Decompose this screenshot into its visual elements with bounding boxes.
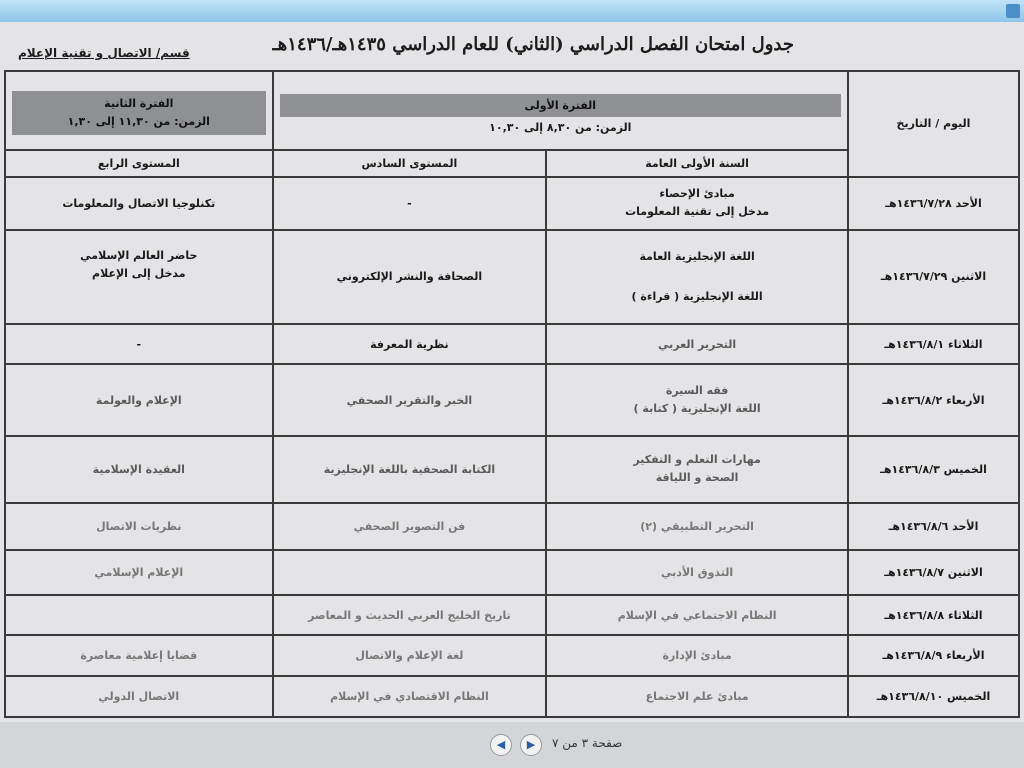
row-date: الأربعاء ١٤٣٦/٨/٩هـ [848,635,1019,676]
level-four-header: المستوى الرابع [5,150,273,176]
row-date: الأحد ١٤٣٦/٧/٢٨هـ [848,177,1019,230]
row-date: الثلاثاء ١٤٣٦/٨/١هـ [848,324,1019,365]
course-name: فقه السيرة [665,384,729,398]
row-general-cell: التحرير العربي [546,324,848,365]
window-control-icon[interactable] [1006,4,1020,18]
row-general-cell: مبادئ علم الاجتماع [546,676,848,717]
table-row [5,364,1019,435]
row-date: الاثنين ١٤٣٦/٨/٧هـ [848,550,1019,595]
table-row [5,550,1019,595]
row-level4-cell: العقيدة الإسلامية [5,436,273,503]
row-level6-cell [273,550,547,595]
row-level6-cell: الخبر والتقرير الصحفي [273,364,547,435]
row-date: الاثنين ١٤٣٦/٧/٢٩هـ [848,230,1019,324]
course-name: مهارات التعلم و التفكير [633,453,761,467]
row-date: الثلاثاء ١٤٣٦/٨/٨هـ [848,595,1019,636]
period2-box [12,91,266,135]
period2-time: الزمن: من ١١,٣٠ إلى ١,٣٠ [67,114,210,128]
next-page-button[interactable] [520,734,542,756]
table-row [5,635,1019,676]
document-page [0,22,1024,722]
triangle-left-icon: ◀ [496,738,506,751]
row-date: الخميس ١٤٣٦/٨/١٠هـ [848,676,1019,717]
row-general-cell [546,364,848,435]
level-general-header: السنة الأولى العامة [546,150,848,176]
row-level4-cell [5,230,273,324]
period1-time: الزمن: من ٨,٣٠ إلى ١٠,٣٠ [489,120,632,134]
row-date: الأحد ١٤٣٦/٨/٦هـ [848,503,1019,550]
table-row [5,595,1019,636]
period2-header [5,71,273,150]
row-date: الخميس ١٤٣٦/٨/٣هـ [848,436,1019,503]
row-level4-cell: نظريات الاتصال [5,503,273,550]
course-name: اللغة الإنجليزية ( كتابة ) [633,402,761,416]
row-level6-cell: النظام الاقتصادي في الإسلام [273,676,547,717]
course-name: اللغة الإنجليزية العامة [639,249,755,263]
row-general-cell: النظام الاجتماعي في الإسلام [546,595,848,636]
row-general-cell: التحرير التطبيقي (٢) [546,503,848,550]
row-general-cell [546,230,848,324]
row-level6-cell: نظرية المعرفة [273,324,547,365]
row-level6-cell: - [273,177,547,230]
course-name: مدخل إلى تقنية المعلومات [625,205,770,219]
row-level4-cell: - [5,324,273,365]
prev-page-button[interactable] [490,734,512,756]
table-row [5,436,1019,503]
row-general-cell: مبادئ الإدارة [546,635,848,676]
row-level4-cell: الإعلام والعولمة [5,364,273,435]
table-row [5,676,1019,717]
row-level6-cell: تاريخ الخليج العربي الحديث و المعاصر [273,595,547,636]
row-level6-cell: الصحافة والنشر الإلكتروني [273,230,547,324]
document-title: جدول امتحان الفصل الدراسي (الثاني) للعام الدراسي ١٤٣٥هـ/١٤٣٦هـ [272,34,794,55]
pager-bar [0,722,1024,768]
table-row [5,324,1019,365]
row-general-cell [546,436,848,503]
table-row [5,503,1019,550]
triangle-right-icon: ▶ [526,738,536,751]
course-name: مدخل إلى الإعلام [92,266,186,280]
row-level4-cell: الاتصال الدولي [5,676,273,717]
course-name: مبادئ الإحصاء [659,187,735,201]
row-general-cell: التذوق الأدبي [546,550,848,595]
level-six-header: المستوى السادس [273,150,547,176]
period1-header [273,71,848,150]
row-level6-cell: لغة الإعلام والاتصال [273,635,547,676]
course-name: حاضر العالم الإسلامي [80,248,198,262]
row-level4-cell: قضايا إعلامية معاصرة [5,635,273,676]
period2-title: الفترة الثانية [104,96,174,110]
row-level6-cell: فن التصوير الصحفي [273,503,547,550]
table-row [5,230,1019,324]
row-level4-cell [5,595,273,636]
row-date: الأربعاء ١٤٣٦/٨/٢هـ [848,364,1019,435]
row-level4-cell: تكنلوجيا الاتصال والمعلومات [5,177,273,230]
row-level6-cell: الكتابة الصحفية باللغة الإنجليزية [273,436,547,503]
day-date-header: اليوم / التاريخ [848,71,1019,177]
viewer-title-bar [0,0,1024,22]
department-label: قسم/ الاتصال و تقنية الإعلام [18,46,190,60]
table-header-periods [5,71,1019,150]
row-general-cell [546,177,848,230]
table-row [5,177,1019,230]
page-indicator: صفحة ٣ من ٧ [552,736,623,750]
period1-title: الفترة الأولى [280,94,841,117]
exam-schedule-table [4,70,1020,718]
course-name: الصحة و اللياقة [655,471,739,485]
row-level4-cell: الإعلام الإسلامي [5,550,273,595]
course-name: اللغة الإنجليزية ( قراءة ) [631,289,763,303]
